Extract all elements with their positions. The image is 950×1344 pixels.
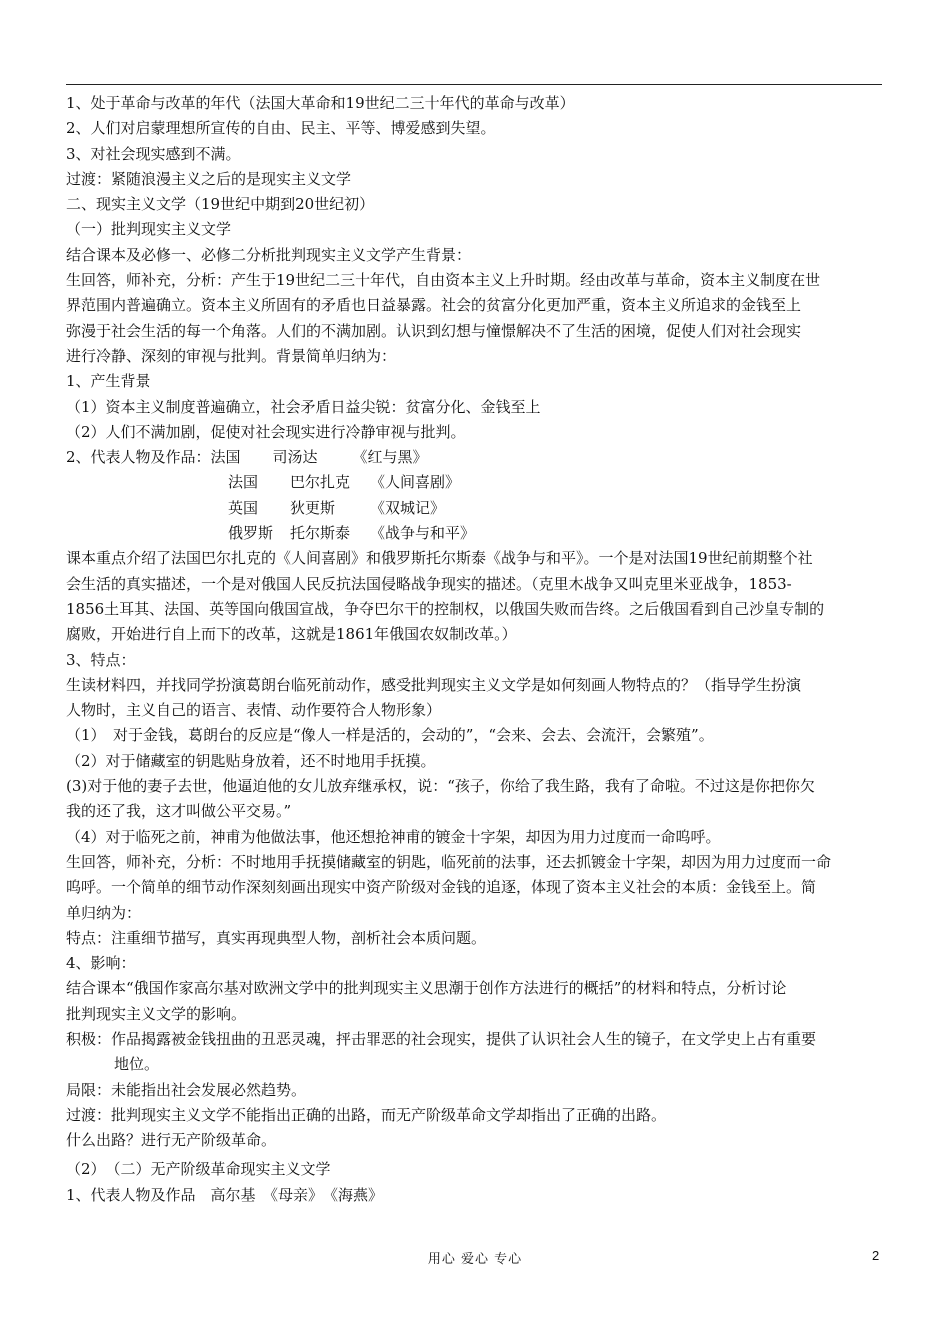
text-line: 1、处于革命与改革的年代（法国大革命和19世纪二三十年代的革命与改革） xyxy=(66,94,575,112)
page-body xyxy=(66,91,886,1208)
text-line: （2） （二）无产阶级革命现实主义文学 xyxy=(66,1160,331,1179)
text-line: 什么出路？进行无产阶级革命。 xyxy=(66,1131,277,1150)
text-line: 1856土耳其、法国、英等国向俄国宣战，争夺巴尔干的控制权，以俄国失败而告终。之后俄国看到自己沙皇专制的 xyxy=(66,599,825,618)
works-heading: 2、代表人物及作品： xyxy=(66,448,211,467)
text-line: 1、代表人物及作品 高尔基 《母亲》 《海燕》 xyxy=(66,1185,384,1204)
text-line: （2）对于储藏室的钥匙贴身放着，还不时地用手抚摸。 xyxy=(66,751,436,770)
text-line: 会生活的真实描述，一个是对俄国人民反抗法国侵略战争现实的描述。（克里木战争又叫克里米亚战争，1853- xyxy=(66,574,792,593)
text-line: 特点：注重细节描写，真实再现典型人物，剖析社会本质问题。 xyxy=(66,928,487,947)
works-row xyxy=(66,521,886,546)
works-title: 《双城记》 xyxy=(370,498,446,517)
text-line: 2、人们对启蒙理想所宣传的自由、民主、平等、博爱感到失望。 xyxy=(66,119,496,138)
text-line: 局限：未能指出社会发展必然趋势。 xyxy=(66,1080,307,1099)
text-line: 3、对社会现实感到不满。 xyxy=(66,144,241,163)
works-author: 狄更斯 xyxy=(290,498,336,517)
text-line-indented: 地位。 xyxy=(114,1055,160,1074)
text-line: 生回答，师补充，分析：产生于19世纪二三十年代，自由资本主义上升时期。经由改革与革命，资本主义制度在世 xyxy=(66,271,821,290)
works-row xyxy=(66,496,886,521)
footer-slogan: 用心 爱心 专心 xyxy=(427,1252,523,1267)
text-line: 呜呼。一个简单的细节动作深刻刻画出现实中资产阶级对金钱的追逐，体现了资本主义社会的本质：金钱至上。简 xyxy=(66,878,817,897)
text-line: 过渡：批判现实主义文学不能指出正确的出路，而无产阶级革命文学却指出了正确的出路。 xyxy=(66,1105,667,1124)
text-line: 结合课本“俄国作家高尔基对欧洲文学中的批判现实主义思潮于创作方法进行的概括”的材料和特点，分析讨论 xyxy=(66,979,787,998)
text-line: 二、现实主义文学（19世纪中期到20世纪初） xyxy=(66,195,375,214)
works-row xyxy=(66,470,886,495)
page-number: 2 xyxy=(872,1248,880,1263)
text-line: 界范围内普遍确立。资本主义所固有的矛盾也日益暴露。社会的贫富分化更加严重，资本主义所追求的金钱至上 xyxy=(66,296,802,315)
works-author: 司汤达 xyxy=(272,448,318,467)
works-country: 法国 xyxy=(228,473,259,492)
works-country: 俄罗斯 xyxy=(228,524,274,543)
works-title: 《红与黑》 xyxy=(352,448,428,467)
paragraph-block-c xyxy=(66,1078,886,1154)
works-author: 巴尔扎克 xyxy=(290,473,351,492)
works-row xyxy=(66,445,886,470)
works-title: 《人间喜剧》 xyxy=(370,473,461,492)
text-line: 腐败，开始进行自上而下的改革，这就是1861年俄国农奴制改革。） xyxy=(66,625,517,644)
text-line: 弥漫于社会生活的每一个角落。人们的不满加剧。认识到幻想与憧憬解决不了生活的困境，促使人们对社会现实 xyxy=(66,321,802,340)
representative-works-list xyxy=(66,445,886,546)
text-line: 过渡：紧随浪漫主义之后的是现实主义文学 xyxy=(66,169,352,188)
text-line: 3、特点： xyxy=(66,650,136,669)
text-line: 我的还了我，这才叫做公平交易。” xyxy=(66,802,292,821)
text-line: 4、影响： xyxy=(66,954,136,973)
text-line: （1） 对于金钱，葛朗台的反应是“像人一样是活的，会动的”，“会来、会去、会流汗，会繁殖”。 xyxy=(66,726,714,745)
header-rule xyxy=(66,84,882,85)
text-line: （一）批判现实主义文学 xyxy=(66,220,232,239)
text-line: 积极：作品揭露被金钱扭曲的丑恶灵魂，抨击罪恶的社会现实，提供了认识社会人生的镜子，在文学史上占有重要 xyxy=(66,1029,817,1048)
works-author: 托尔斯泰 xyxy=(290,524,351,543)
text-line: 课本重点介绍了法国巴尔扎克的《人间喜剧》和俄罗斯托尔斯泰《战争与和平》。一个是对法国19世纪前期整个社 xyxy=(66,549,813,568)
text-line: 单归纳为： xyxy=(66,903,142,922)
works-title: 《战争与和平》 xyxy=(370,524,476,543)
text-line: 人物时，主义自己的语言、表情、动作要符合人物形象） xyxy=(66,701,442,720)
text-line: 进行冷静、深刻的审视与批判。背景简单归纳为： xyxy=(66,346,397,365)
text-line: （1）资本主义制度普遍确立，社会矛盾日益尖锐：贫富分化、金钱至上 xyxy=(66,397,541,416)
text-line: 批判现实主义文学的影响。 xyxy=(66,1004,247,1023)
text-line: （4）对于临死之前，神甫为他做法事，他还想抢神甫的镀金十字架，却因为用力过度而一命呜呼。 xyxy=(66,827,721,846)
text-line: (3)对于他的妻子去世，他逼迫他的女儿放弃继承权，说：“孩子，你给了我生路，我有了命啦。不过这是你把你欠 xyxy=(66,777,815,796)
text-line: （2）人们不满加剧，促使对社会现实进行冷静审视与批判。 xyxy=(66,422,466,441)
text-line: 结合课本及必修一、必修二分析批判现实主义文学产生背景： xyxy=(66,245,472,264)
text-line: 生回答，师补充，分析：不时地用手抚摸储藏室的钥匙，临死前的法事，还去抓镀金十字架，却因为用力过度而一命 xyxy=(66,852,832,871)
paragraph-block-b xyxy=(66,546,886,1052)
text-line: 生读材料四，并找同学扮演葛朗台临死前动作，感受批判现实主义文学是如何刻画人物特点的？（指导学生扮演 xyxy=(66,675,802,694)
works-country: 法国 xyxy=(210,448,241,467)
works-country: 英国 xyxy=(228,498,259,517)
paragraph-block-a xyxy=(66,91,886,445)
text-line: 1、产生背景 xyxy=(66,372,151,391)
paragraph-block-d xyxy=(66,1157,886,1208)
